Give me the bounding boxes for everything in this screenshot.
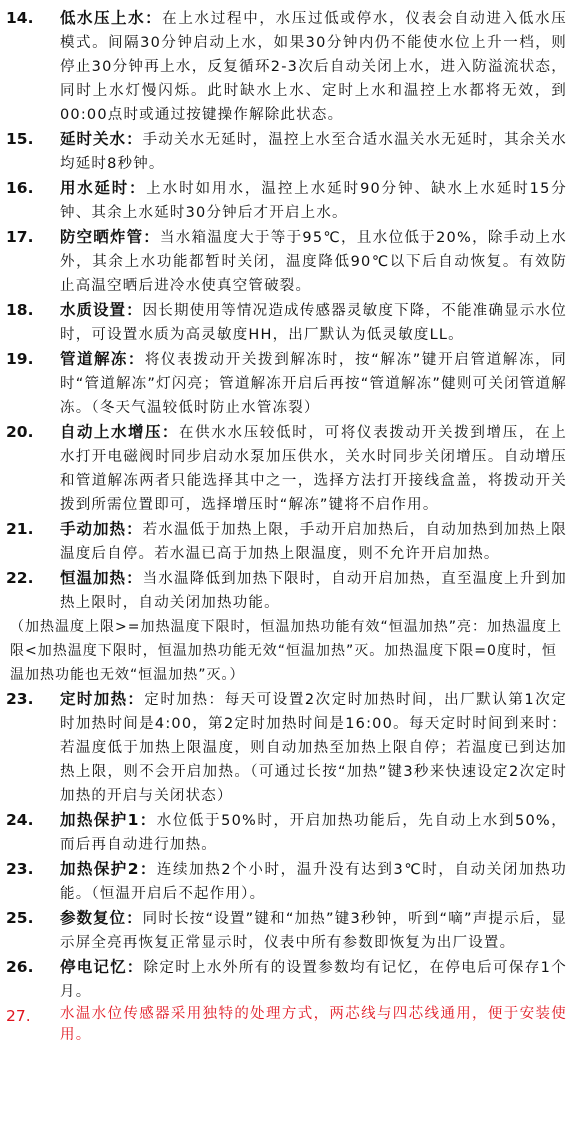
list-item-23 — [6, 687, 567, 808]
item-number: 15. — [6, 130, 34, 148]
item-body — [60, 687, 567, 808]
item-number: 20. — [6, 423, 34, 441]
item-body — [60, 955, 567, 1004]
list-item-19 — [6, 347, 567, 420]
item-number: 22. — [6, 569, 34, 587]
list-item-16 — [6, 176, 567, 225]
list-item-27 — [6, 1004, 567, 1046]
item-title: 水质设置： — [60, 301, 143, 319]
item-text: 当水温降低到加热下限时，自动开启加热，直至温度上升到加热上限时，自动关闭加热功能。 — [60, 571, 567, 611]
item-title: 恒温加热： — [60, 569, 143, 587]
item-title: 延时关水： — [60, 130, 143, 148]
item-title: 低水压上水： — [60, 9, 163, 27]
item-title: 加热保护1： — [60, 811, 157, 829]
item-number: 17. — [6, 228, 34, 246]
list-item-18 — [6, 298, 567, 347]
item-number: 19. — [6, 350, 34, 368]
item-body — [60, 808, 567, 857]
item-text: 水位低于50%时，开启加热功能后，先自动上水到50%，而后再自动进行加热。 — [60, 813, 567, 853]
item-body — [60, 127, 567, 176]
item-number: 14. — [6, 9, 34, 27]
item-number: 24. — [6, 811, 34, 829]
item-note: （加热温度上限>=加热温度下限时，恒温加热功能有效“恒温加热”亮：加热温度上限<加热温度下限时，恒温加热功能无效“恒温加热”灭。加热温度下限=0度时，恒温加热功能也无效“恒温加热”灭。） — [10, 619, 562, 683]
list-item-21 — [6, 517, 567, 566]
item-number: 18. — [6, 301, 34, 319]
item-number: 26. — [6, 958, 34, 976]
item-text: 同时长按“设置”键和“加热”键3秒钟，听到“嘀”声提示后，显示屏全亮再恢复正常显示时，仪表中所有参数即恢复为出厂设置。 — [60, 911, 567, 951]
item-title: 自动上水增压： — [60, 423, 179, 441]
item-body — [60, 420, 567, 517]
item-body — [60, 566, 567, 615]
item-text: 定时加热：每天可设置2次定时加热时间，出厂默认第1次定时加热时间是4:00，第2定时加热时间是16:00。每天定时时间到来时：若温度低于加热上限温度，则自动加热至加热上限自停；若温度已到达加热上限，则不会开启加热。（可通过长按“加热”键3秒来快速设定2次定时加热的开启与关闭状态） — [60, 692, 567, 804]
item-title: 加热保护2： — [60, 860, 157, 878]
item-number: 25. — [6, 909, 34, 927]
item-text: 连续加热2个小时，温升没有达到3℃时，自动关闭加热功能。（恒温开启后不起作用）。 — [60, 862, 567, 902]
item-number: 27. — [6, 1007, 31, 1025]
item-title: 管道解冻： — [60, 350, 145, 368]
item-body — [60, 1004, 567, 1046]
item-body — [60, 225, 567, 298]
item-number: 23. — [6, 860, 34, 878]
item-body — [60, 517, 567, 566]
item-title: 定时加热： — [60, 690, 145, 708]
item-title: 手动加热： — [60, 520, 143, 538]
item-text: 因长期使用等情况造成传感器灵敏度下降，不能准确显示水位时，可设置水质为高灵敏度HH，出厂默认为低灵敏度LL。 — [60, 303, 567, 343]
item-title: 参数复位： — [60, 909, 143, 927]
item-title: 停电记忆： — [60, 958, 144, 976]
item-text: 将仪表拨动开关拨到解冻时，按“解冻”键开启管道解冻，同时“管道解冻”灯闪亮；管道解冻开启后再按“管道解冻”健则可关闭管道解冻。（冬天气温较低时防止水管冻裂） — [60, 352, 567, 416]
item-number: 16. — [6, 179, 34, 197]
item-text: 手动关水无延时，温控上水至合适水温关水无延时，其余关水均延时8秒钟。 — [60, 132, 567, 172]
item-text: 在供水水压较低时，可将仪表拨动开关拨到增压，在上水打开电磁阀时同步启动水泵加压供水，关水时同步关闭增压。自动增压和管道解冻两者只能选择其中之一，选择方法打开接线盒盖，将拨动开关拨到所需位置即可，选择增压时“解冻”键将不启作用。 — [60, 425, 567, 513]
list-item-26 — [6, 955, 567, 1004]
list-item-20 — [6, 420, 567, 517]
list-item-17 — [6, 225, 567, 298]
item-number: 21. — [6, 520, 34, 538]
item-text: 在上水过程中，水压过低或停水，仪表会自动进入低水压模式。间隔30分钟启动上水，如果30分钟内仍不能使水位上升一档，则停止30分钟再上水，反复循环2-3次后自动关闭上水，进入防溢流状态，同时上水灯慢闪烁。此时缺水上水、定时上水和温控上水都将无效，到00:00点时或通过按键操作解除此状态。 — [60, 11, 567, 123]
item-text: 当水箱温度大于等于95℃，且水位低于20%，除手动上水外，其余上水功能都暂时关闭，温度降低90℃以下后自动恢复。有效防止高温空晒后进冷水使真空管破裂。 — [60, 230, 567, 294]
item-text: 水温水位传感器采用独特的处理方式，两芯线与四芯线通用，便于安装使用。 — [60, 1006, 567, 1043]
list-item-14 — [6, 6, 567, 127]
list-item-15 — [6, 127, 567, 176]
item-body — [60, 906, 567, 955]
item-body — [60, 298, 567, 347]
item-text: 若水温低于加热上限，手动开启加热后，自动加热到加热上限温度后自停。若水温已高于加热上限温度，则不允许开启加热。 — [60, 522, 567, 562]
item-body — [60, 6, 567, 127]
item-title: 防空晒炸管： — [60, 228, 160, 246]
item-body — [60, 857, 567, 906]
list-item-25 — [6, 906, 567, 955]
list-item-22 — [6, 566, 567, 615]
list-item-24 — [6, 808, 567, 857]
item-body — [60, 176, 567, 225]
list-item-23b — [6, 857, 567, 906]
item-body — [60, 347, 567, 420]
item-text: 除定时上水外所有的设置参数均有记忆，在停电后可保存1个月。 — [60, 960, 567, 1000]
item-number: 23. — [6, 690, 34, 708]
item-title: 用水延时： — [60, 179, 147, 197]
item-text: 上水时如用水，温控上水延时90分钟、缺水上水延时15分钟、其余上水延时30分钟后才开启上水。 — [60, 181, 567, 221]
